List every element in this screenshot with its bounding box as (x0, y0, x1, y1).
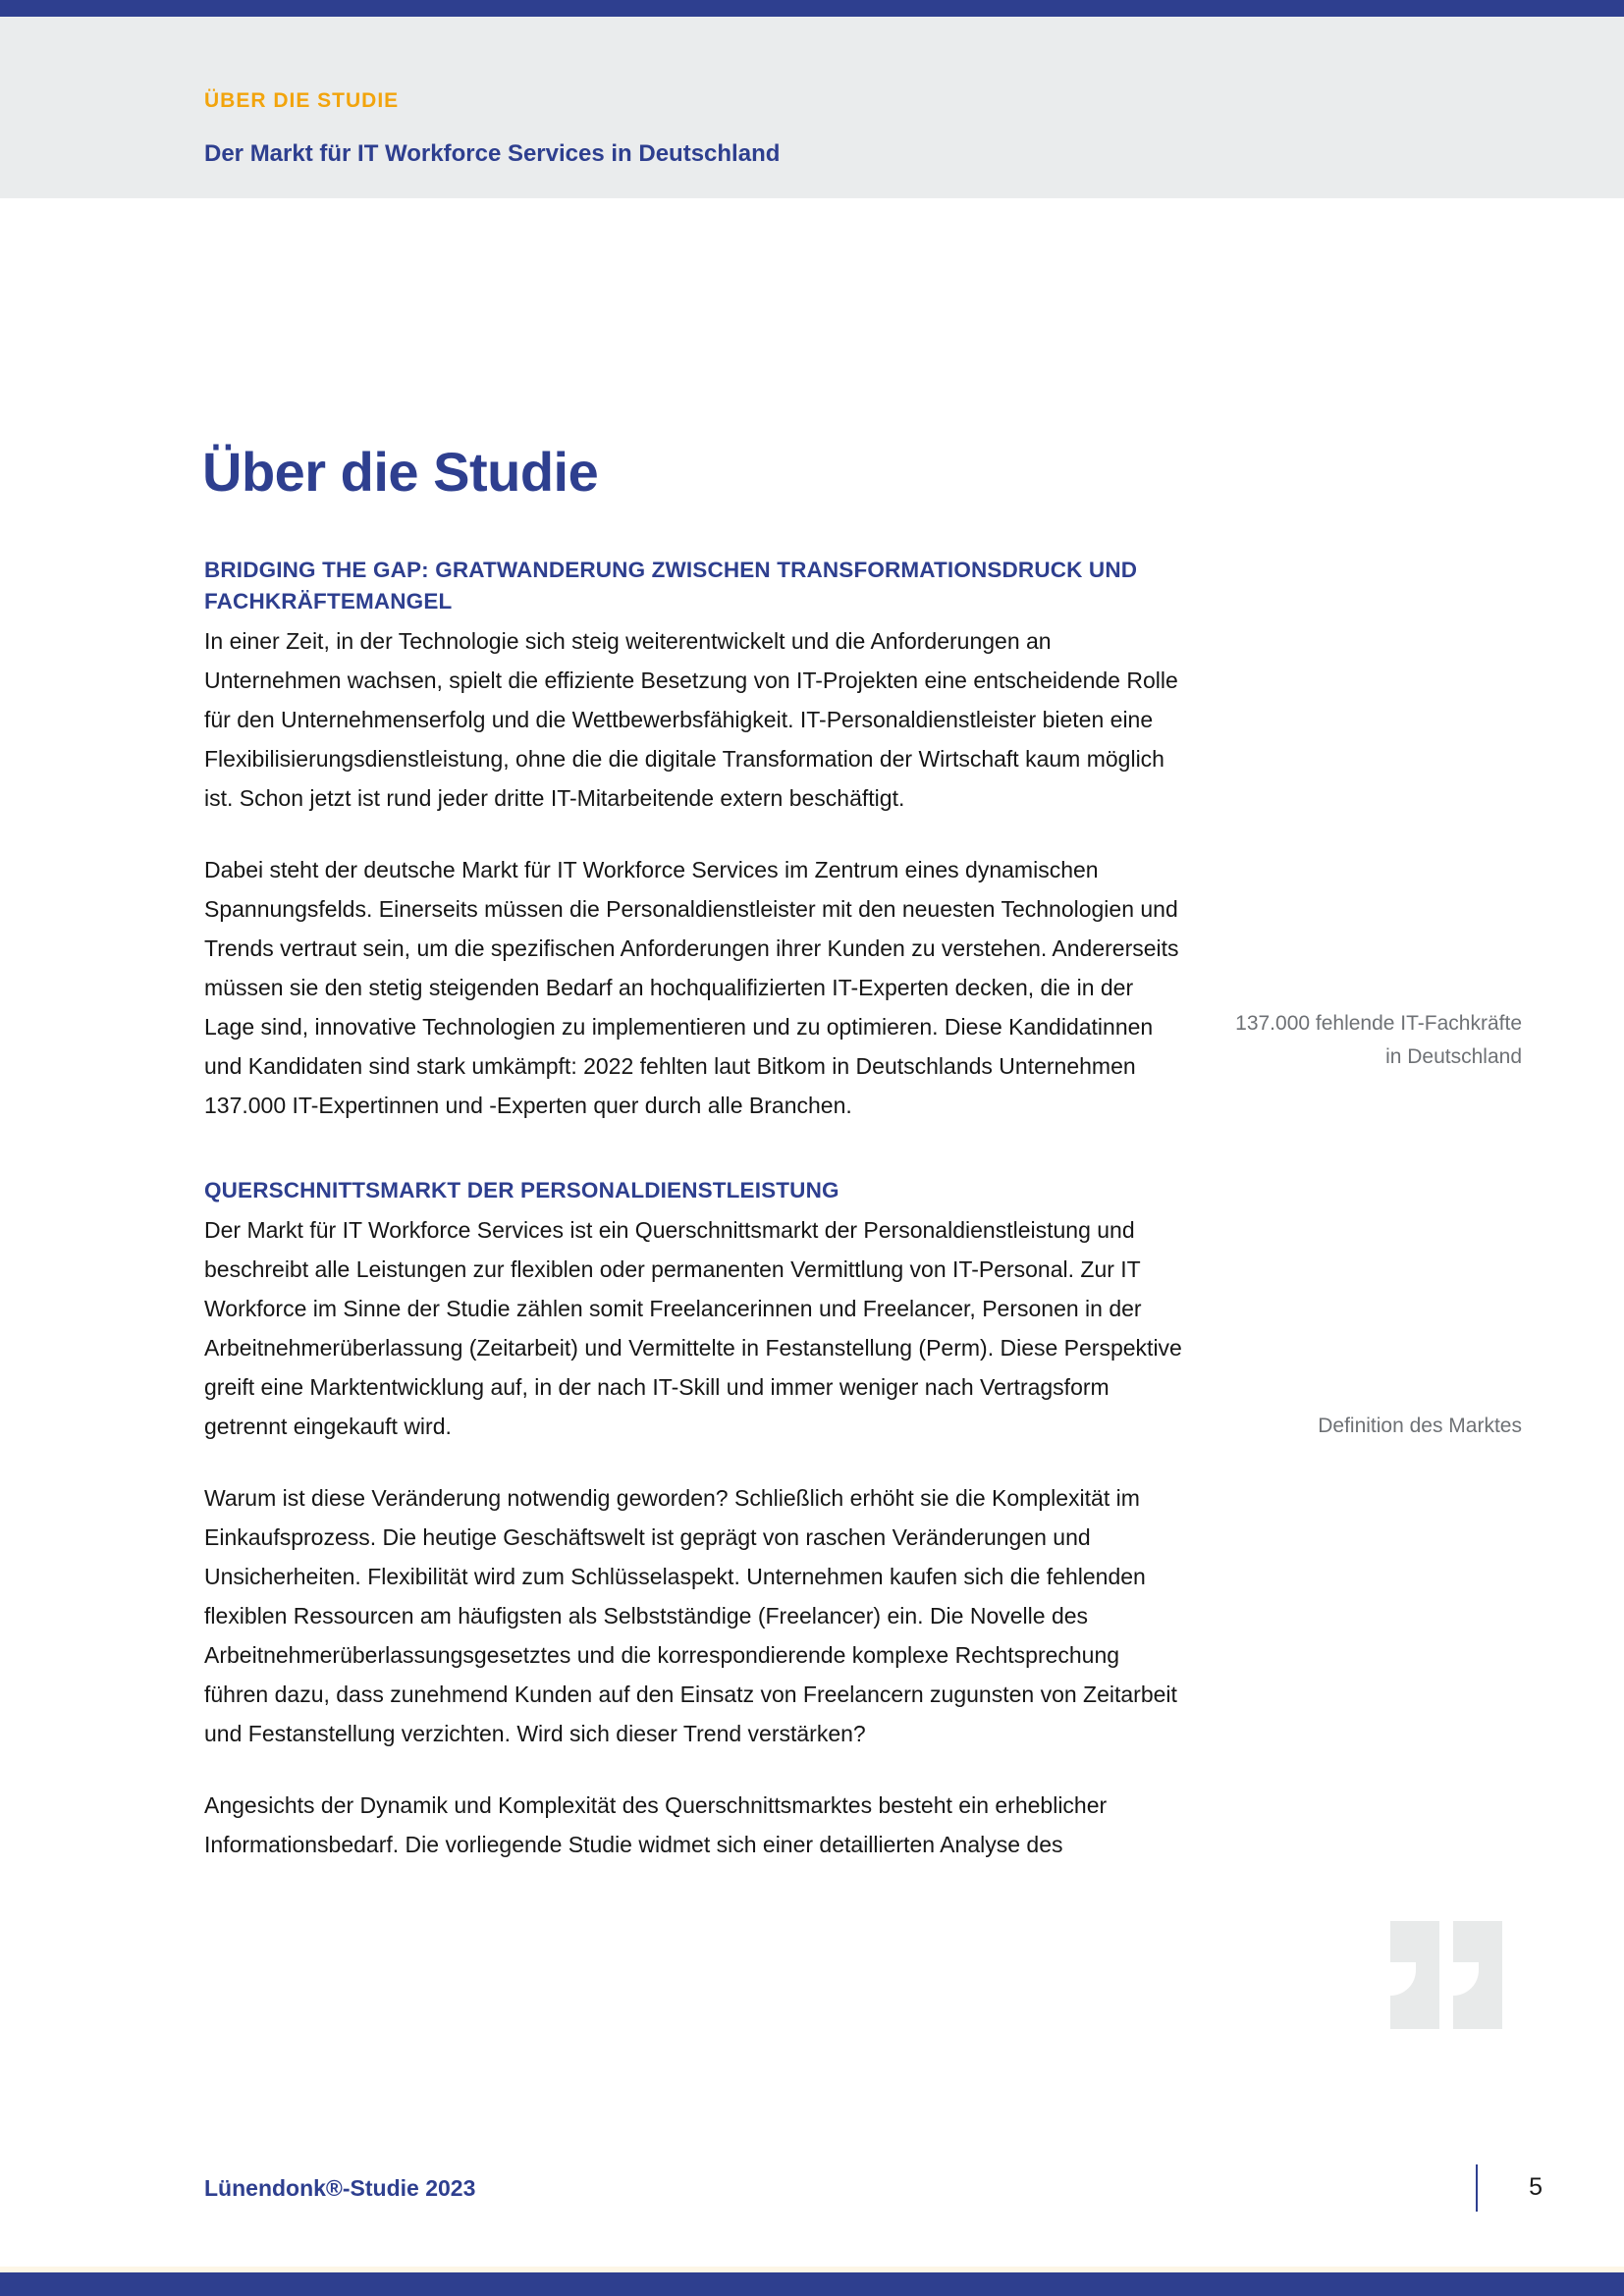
page-number: 5 (1529, 2173, 1543, 2201)
footer-divider (1476, 2164, 1478, 2212)
section-heading-bridging-the-gap: BRIDGING THE GAP: GRATWANDERUNG ZWISCHEN TRANSFORMATIONSDRUCK UND FACHKRÄFTEMANGEL (204, 558, 1138, 614)
paragraph: Dabei steht der deutsche Markt für IT Workforce Services im Zentrum eines dynamischen Spannungsfelds. Einerseits müssen die Personaldienstleister mit den neuesten Technologien und Trends vertraut sein, um die spezifischen Anforderungen ihrer Kunden zu verstehen. Andererseits müssen sie den stetig steigenden Bedarf an hochqualifizierten IT-Experten decken, die in der Lage sind, innovative Technologien zu implementieren und zu optimieren. Diese Kandidatinnen und Kandidaten sind stark umkämpft: 2022 fehlten laut Bitkom in Deutschlands Unternehmen 137.000 IT-Expertinnen und -Experten quer durch alle Branchen. (204, 856, 1179, 1119)
body-text-column (204, 555, 1186, 1864)
section-heading-querschnittsmarkt: QUERSCHNITTSMARKT DER PERSONALDIENSTLEISTUNG (204, 1178, 839, 1203)
footer-source: Lünendonk®-Studie 2023 (204, 2175, 476, 2201)
top-brand-bar (0, 0, 1624, 17)
paragraph: Warum ist diese Veränderung notwendig geworden? Schließlich erhöht sie die Komplexität im Einkaufsprozess. Die heutige Geschäftswelt ist geprägt von raschen Veränderungen und Unsicherheiten. Flexibilität wird zum Schlüsselaspekt. Unternehmen kaufen sich die fehlenden flexiblen Ressourcen am häufigsten als Selbstständige (Freelancer) ein. Die Novelle des Arbeitnehmerüberlassungsgesetztes und die korrespondierende komplexe Rechtsprechung führen dazu, dass zunehmend Kunden auf den Einsatz von Freelancern zugunsten von Zeitarbeit und Festanstellung verzichten. Wird sich dieser Trend verstärken? (204, 1485, 1177, 1747)
bottom-brand-bar (0, 2272, 1624, 2296)
running-head-kicker: ÜBER DIE STUDIE (204, 89, 400, 112)
page-title: Über die Studie (202, 440, 599, 503)
paragraph: Angesichts der Dynamik und Komplexität des Querschnittsmarktes besteht ein erheblicher Informationsbedarf. Die vorliegende Studie widmet sich einer detaillierten Analyse des (204, 1792, 1108, 1858)
quote-glyph-right (1453, 1921, 1502, 2029)
paragraph: Der Markt für IT Workforce Services ist ein Querschnittsmarkt der Personaldienstleistung und beschreibt alle Leistungen zur flexiblen oder permanenten Vermittlung von IT-Personal. Zur IT Workforce im Sinne der Studie zählen somit Freelancerinnen und Freelancer, Personen in der Arbeitnehmerüberlassung (Zeitarbeit) und Vermittelte in Festanstellung (Perm). Diese Perspektive greift eine Marktentwicklung auf, in der nach IT-Skill und immer weniger nach Vertragsform getrennt eingekauft wird. (204, 1217, 1182, 1440)
margin-note-fehlende-fachkraefte: 137.000 fehlende IT-Fachkräfte in Deutschland (1235, 1012, 1522, 1069)
margin-note-definition-des-marktes: Definition des Marktes (1318, 1415, 1522, 1437)
running-head-title: Der Markt für IT Workforce Services in Deutschland (204, 140, 781, 167)
quotation-mark-icon (1390, 1921, 1518, 2039)
paragraph: In einer Zeit, in der Technologie sich steig weiterentwickelt und die Anforderungen an Unternehmen wachsen, spielt die effiziente Besetzung von IT-Projekten eine entscheidende Rolle für den Unternehmenserfolg und die Wettbewerbsfähigkeit. IT-Personaldienstleister bieten eine Flexibilisierungsdienstleistung, ohne die die digitale Transformation der Wirtschaft kaum möglich ist. Schon jetzt ist rund jeder dritte IT-Mitarbeitende extern beschäftigt. (204, 627, 1178, 811)
quote-glyph-left (1390, 1921, 1439, 2029)
running-head-band (0, 17, 1624, 198)
